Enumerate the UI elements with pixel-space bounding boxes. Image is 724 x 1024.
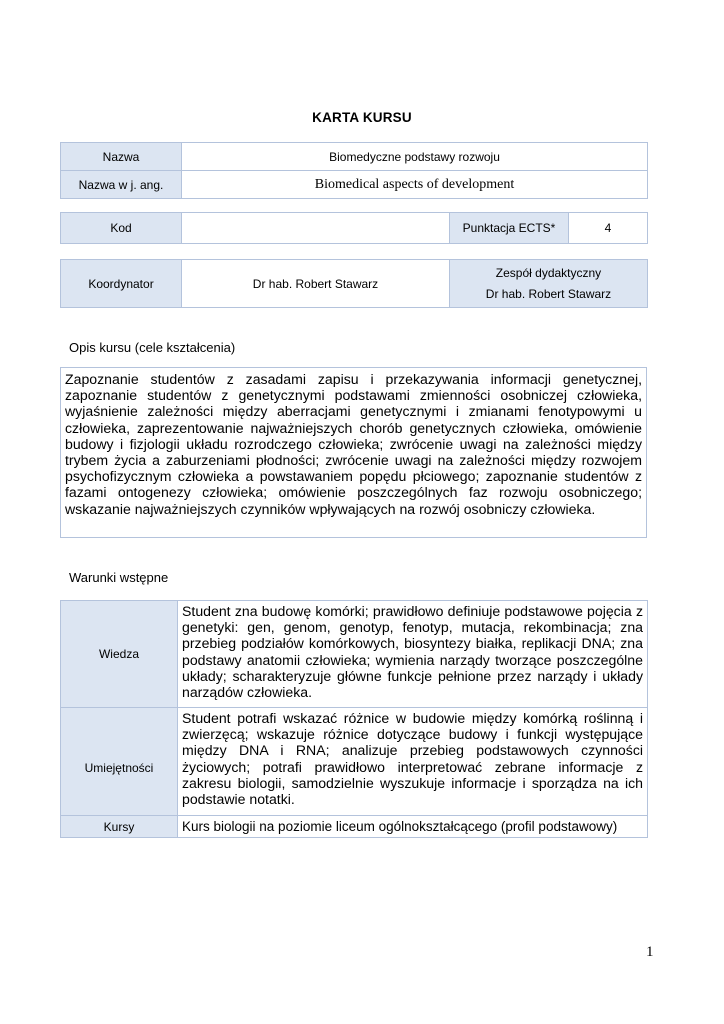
code-label: Kod [61, 213, 182, 244]
teaching-team-label: Zespół dydaktyczny [495, 265, 602, 280]
course-name-table [60, 142, 648, 199]
courses-text: Kurs biologii na poziomie liceum ogólnokształcącego (profil podstawowy) [178, 816, 648, 838]
course-name-value: Biomedyczne podstawy rozwoju [182, 143, 648, 171]
coordinator-label: Koordynator [61, 260, 182, 308]
description-text: Zapoznanie studentów z zasadami zapisu i przekazywania informacji genetycznej, zapoznanie studentów z genetycznymi podstawami zmienności osobniczej człowieka, wyjaśnienie zależności między aberracjami genetycznymi i zmianami fenotypowymi u człowieka, zaprezentowanie najważniejszych chorób genetycznych człowieka, omówienie budowy i fizjologii układu rozrodczego człowieka; zwrócenie uwagi na zależności między trybem życia a zaburzeniami płodności; zwrócenie uwagi na zależności między rozwojem psychofizycznym człowieka a powstawaniem popędu płciowego; zapoznanie studentów z fazami ontogenezy człowieka; omówienie poszczególnych faz rozwoju osobniczego; wskazanie najważniejszych czynników wpływających na rozwój osobniczy człowieka. [60, 367, 647, 538]
skills-label: Umiejętności [61, 708, 178, 816]
knowledge-text: Student zna budowę komórki; prawidłowo definiuje podstawowe pojęcia z genetyki: gen, genom, genotyp, fenotyp, mutacja, rekombinacja; zna przebieg podziałów komórkowych, biosyntezy białka, replikacji DNA; zna podstawy anatomii człowieka; wymienia narządy tworzące poszczególne układy; scharakteryzuje główne funkcje pełnione przez narządy i układy narządów człowieka. [178, 601, 648, 708]
code-value [182, 213, 450, 244]
description-heading: Opis kursu (cele kształcenia) [69, 340, 236, 355]
coordinator-value: Dr hab. Robert Stawarz [182, 260, 450, 308]
teaching-team-cell [450, 260, 648, 308]
courses-label: Kursy [61, 816, 178, 838]
page-number: 1 [646, 944, 654, 960]
knowledge-label: Wiedza [61, 601, 178, 708]
skills-text: Student potrafi wskazać różnice w budowie między komórką roślinną i zwierzęcą; wskazuje różnice dotyczące budowy i funkcji występujące między DNA i RNA; analizuje przebieg podstawowych czynności życiowych; potrafi prawidłowo interpretować zebrane informacje z zakresu biologii, samodzielnie wyszukuje informacje i sporządza na ich podstawie notatki. [178, 708, 648, 816]
prerequisites-table [60, 600, 648, 838]
course-name-label: Nazwa [61, 143, 182, 171]
ects-label: Punktacja ECTS* [450, 213, 569, 244]
teaching-team-value: Dr hab. Robert Stawarz [485, 286, 612, 301]
course-name-en-value: Biomedical aspects of development [182, 171, 648, 199]
code-table [60, 212, 648, 244]
prerequisites-heading: Warunki wstępne [69, 570, 169, 585]
course-name-en-label: Nazwa w j. ang. [61, 171, 182, 199]
ects-value: 4 [569, 213, 648, 244]
page-title: KARTA KURSU [312, 110, 412, 125]
coordinator-table [60, 259, 648, 308]
